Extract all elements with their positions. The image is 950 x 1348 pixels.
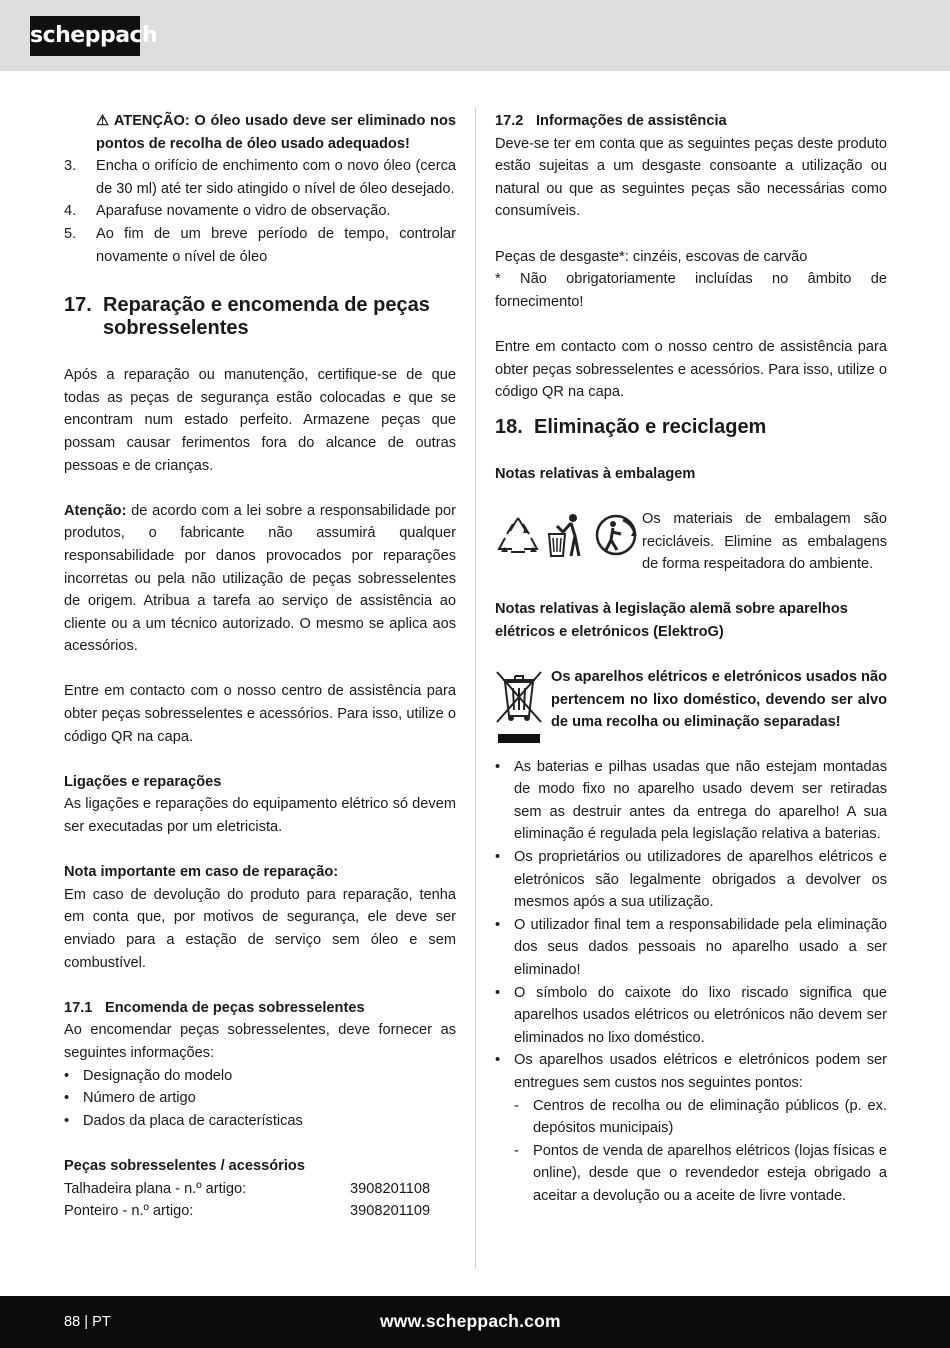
page-footer — [0, 1296, 950, 1348]
right-column — [495, 110, 887, 1208]
return-points-list — [495, 1095, 887, 1208]
list-item: • Número de artigo — [64, 1087, 456, 1110]
parts-row: Talhadeira plana - n.º artigo: 3908201108 — [64, 1180, 431, 1197]
section-17-2-heading: 17.2 Informações de assistência — [495, 113, 727, 129]
contact-paragraph: Entre em contacto com o nosso centro de assistência para obter peças sobresselentes e acessórios. Para isso, utilize o código QR na capa. — [495, 338, 887, 401]
warning-icon: ⚠ — [96, 113, 114, 129]
weee-warning: Os aparelhos elétricos e eletrónicos usados não pertencem no lixo doméstico, devendo ser alvo de uma recolha ou eliminação separadas! — [551, 669, 887, 731]
list-item: • Designação do modelo — [64, 1065, 456, 1088]
order-text: Ao encomendar peças sobresselentes, deve fornecer as seguintes informações: — [64, 1022, 456, 1061]
elektrog-title: Notas relativas à legislação alemã sobre aparelhos elétricos e eletrónicos (ElektroG) — [495, 601, 848, 640]
elektrog-list — [495, 756, 887, 1095]
wear-note: * Não obrigatoriamente incluídas no âmbito de fornecimento! — [495, 271, 887, 310]
list-item: - Pontos de venda de aparelhos elétricos (lojas físicas e online), desde que o revendedor esteja obrigado a aceitar a devolução ou a aceite de livre vontade. — [495, 1140, 887, 1208]
section-18-heading: 18. Eliminação e reciclagem — [495, 415, 767, 438]
crossed-bin-icon — [495, 666, 551, 756]
packaging-text: Os materiais de embalagem são recicláveis. Elimine as embalagens de forma respeitadora do ambiente. — [642, 510, 887, 573]
page-header — [0, 0, 950, 71]
list-item: • Os proprietários ou utilizadores de aparelhos elétricos e eletrónicos são legalmente obrigados a devolver os mesmos após a sua utilização. — [495, 846, 887, 914]
wear-parts: Peças de desgaste*: cinzéis, escovas de carvão — [495, 248, 808, 265]
page-number: 88 | PT — [64, 1314, 111, 1330]
order-info-list — [64, 1065, 456, 1133]
list-item: • Os aparelhos usados elétricos e eletrónicos podem ser entregues sem custos nos seguintes pontos: — [495, 1049, 887, 1094]
contact-paragraph: Entre em contacto com o nosso centro de assistência para obter peças sobresselentes e acessórios. Para isso, utilize o código QR na capa. — [64, 683, 456, 745]
oil-steps-list — [64, 155, 456, 268]
recycling-icons — [495, 508, 642, 558]
packaging-block — [495, 508, 887, 576]
packaging-title: Notas relativas à embalagem — [495, 465, 696, 482]
section-17-1-heading: 17.1 Encomenda de peças sobresselentes — [64, 999, 365, 1016]
website-link[interactable]: www.scheppach.com — [380, 1311, 561, 1331]
repair-note-text: Em caso de devolução do produto para reparação, tenha em conta que, por motivos de segurança, ele deve ser enviado para a estação de serviço sem óleo e sem combustível. — [64, 886, 456, 971]
scheppach-logo: scheppach — [30, 16, 140, 56]
connections-text: As ligações e reparações do equipamento elétrico só devem ser executadas por um eletricista. — [64, 796, 456, 836]
service-info-text: Deve-se ter em conta que as seguintes peças deste produto estão sujeitas a um desgaste consoante a utilização ou natural ou que as seguintes peças são necessárias como consumíveis. — [495, 135, 887, 220]
list-item: 3. Encha o orifício de enchimento com o novo óleo (cerca de 30 ml) até ter sido atingido o nível de óleo desejado. — [64, 158, 456, 197]
left-column — [64, 110, 456, 1223]
list-item: - Centros de recolha ou de eliminação públicos (p. ex. depósitos municipais) — [495, 1095, 887, 1140]
tidyman-icon — [545, 512, 589, 558]
parts-title: Peças sobresselentes / acessórios — [64, 1157, 305, 1174]
list-item: • O utilizador final tem a responsabilidade pela eliminação dos seus dados pessoais no aparelho usado a ser eliminado! — [495, 914, 887, 982]
connections-title: Ligações e reparações — [64, 773, 222, 790]
list-item: • As baterias e pilhas usadas que não estejam montadas de modo fixo no aparelho usado devem ser retiradas sem as destruir antes da entrega do aparelho! A sua eliminação é regulada pela legislação relativa a baterias. — [495, 756, 887, 846]
green-dot-recycle-icon — [593, 512, 639, 558]
list-item: • Dados da placa de características — [64, 1110, 456, 1133]
recycle-icon — [495, 512, 541, 558]
list-item: • O símbolo do caixote do lixo riscado significa que aparelhos usados elétricos ou eletrónicos não devem ser eliminados no lixo doméstico. — [495, 982, 887, 1050]
repair-note-title: Nota importante em caso de reparação: — [64, 864, 339, 881]
oil-warning: ⚠ ATENÇÃO: O óleo usado deve ser eliminado nos pontos de recolha de óleo usado adequados! — [96, 113, 456, 152]
weee-block — [495, 666, 887, 756]
column-divider — [475, 108, 476, 1268]
section-17-heading: 17. Reparação e encomenda de peças sobresselentes — [64, 294, 430, 340]
liability-paragraph: Atenção: de acordo com a lei sobre a responsabilidade por produtos, o fabricante não assumirá qualquer responsabilidade por danos provocados por reparações incorretas ou pela não utilização de peças sobresselentes de origem. Atribua a tarefa ao serviço de assistência ao cliente ou a um técnico autorizado. O mesmo se aplica aos acessórios. — [64, 502, 456, 655]
list-item: 5. Ao fim de um breve período de tempo, controlar novamente o nível de óleo — [64, 225, 456, 265]
list-item: 4. Aparafuse novamente o vidro de observação. — [64, 203, 391, 220]
repair-paragraph: Após a reparação ou manutenção, certifique-se de que todas as peças de segurança estão colocadas e que se encontram num estado perfeito. Armazene peças que possam causar ferimentos fora do alcance de outras pessoas e de crianças. — [64, 367, 456, 474]
parts-row: Ponteiro - n.º artigo: 3908201109 — [64, 1203, 431, 1220]
